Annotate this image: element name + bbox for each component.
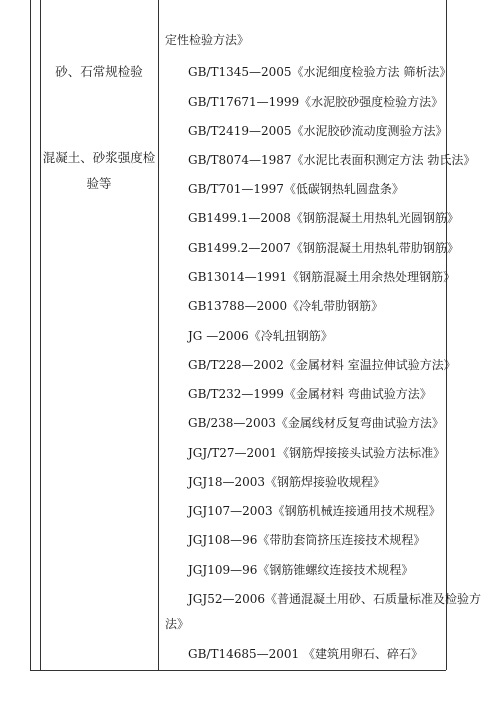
- standard-item: GB/T1345—2005《水泥细度检验方法 筛析法》: [188, 65, 452, 79]
- table-border-bottom: [30, 670, 446, 671]
- standard-item: GB13014—1991《钢筋混凝土用余热处理钢筋》: [188, 270, 456, 284]
- table-column-divider: [158, 0, 159, 670]
- standard-item: GB/T8074—1987《水泥比表面积测定方法 勃氏法》: [188, 153, 476, 167]
- standard-item: GB1499.1—2008《钢筋混凝土用热轧光圆钢筋》: [188, 211, 459, 225]
- standard-item: JGJ109—96《钢筋锥螺纹连接技术规程》: [188, 563, 414, 577]
- standard-item: JGJ/T27—2001《钢筋焊接接头试验方法标准》: [188, 446, 446, 460]
- standard-item: GB13788—2000《冷轧带肋钢筋》: [188, 299, 384, 313]
- standard-item: GB/238—2003《金属线材反复弯曲试验方法》: [188, 416, 444, 430]
- category-concrete-line1: 混凝土、砂浆强度检: [42, 150, 156, 165]
- standard-item: GB/T228—2002《金属材料 室温拉伸试验方法》: [188, 358, 456, 372]
- standard-item: GB/T2419—2005《水泥胶砂流动度测验方法》: [188, 124, 448, 138]
- standard-item: JGJ52—2006《普通混凝土用砂、石质量标准及检验方: [188, 592, 482, 606]
- category-concrete-line2: 验等: [86, 176, 112, 191]
- standard-item: JGJ18—2003《钢筋焊接验收规程》: [188, 475, 386, 489]
- standard-item: GB/T232—1999《金属材料 弯曲试验方法》: [188, 387, 432, 401]
- standard-item: JGJ107—2003《钢筋机械连接通用技术规程》: [188, 504, 441, 518]
- table-border-left: [30, 0, 31, 670]
- standard-item-continuation: 法》: [165, 617, 190, 631]
- standard-item: GB/T701—1997《低碳钢热轧圆盘条》: [188, 182, 404, 196]
- standard-item: JG —2006《冷轧扭钢筋》: [188, 329, 333, 343]
- standard-item: JGJ108—96《带肋套筒挤压连接技术规程》: [188, 533, 426, 547]
- standard-item: GB/T17671—1999《水泥胶砂强度检验方法》: [188, 95, 444, 109]
- standard-item: GB/T14685—2001 《建筑用卵石、碎石》: [188, 647, 423, 661]
- table-border-inner-left: [40, 0, 41, 670]
- standard-item: GB1499.2—2007《钢筋混凝土用热轧带肋钢筋》: [188, 241, 459, 255]
- category-stone-sand: 砂、石常规检验: [55, 64, 143, 79]
- standard-item: 定性检验方法》: [165, 33, 250, 47]
